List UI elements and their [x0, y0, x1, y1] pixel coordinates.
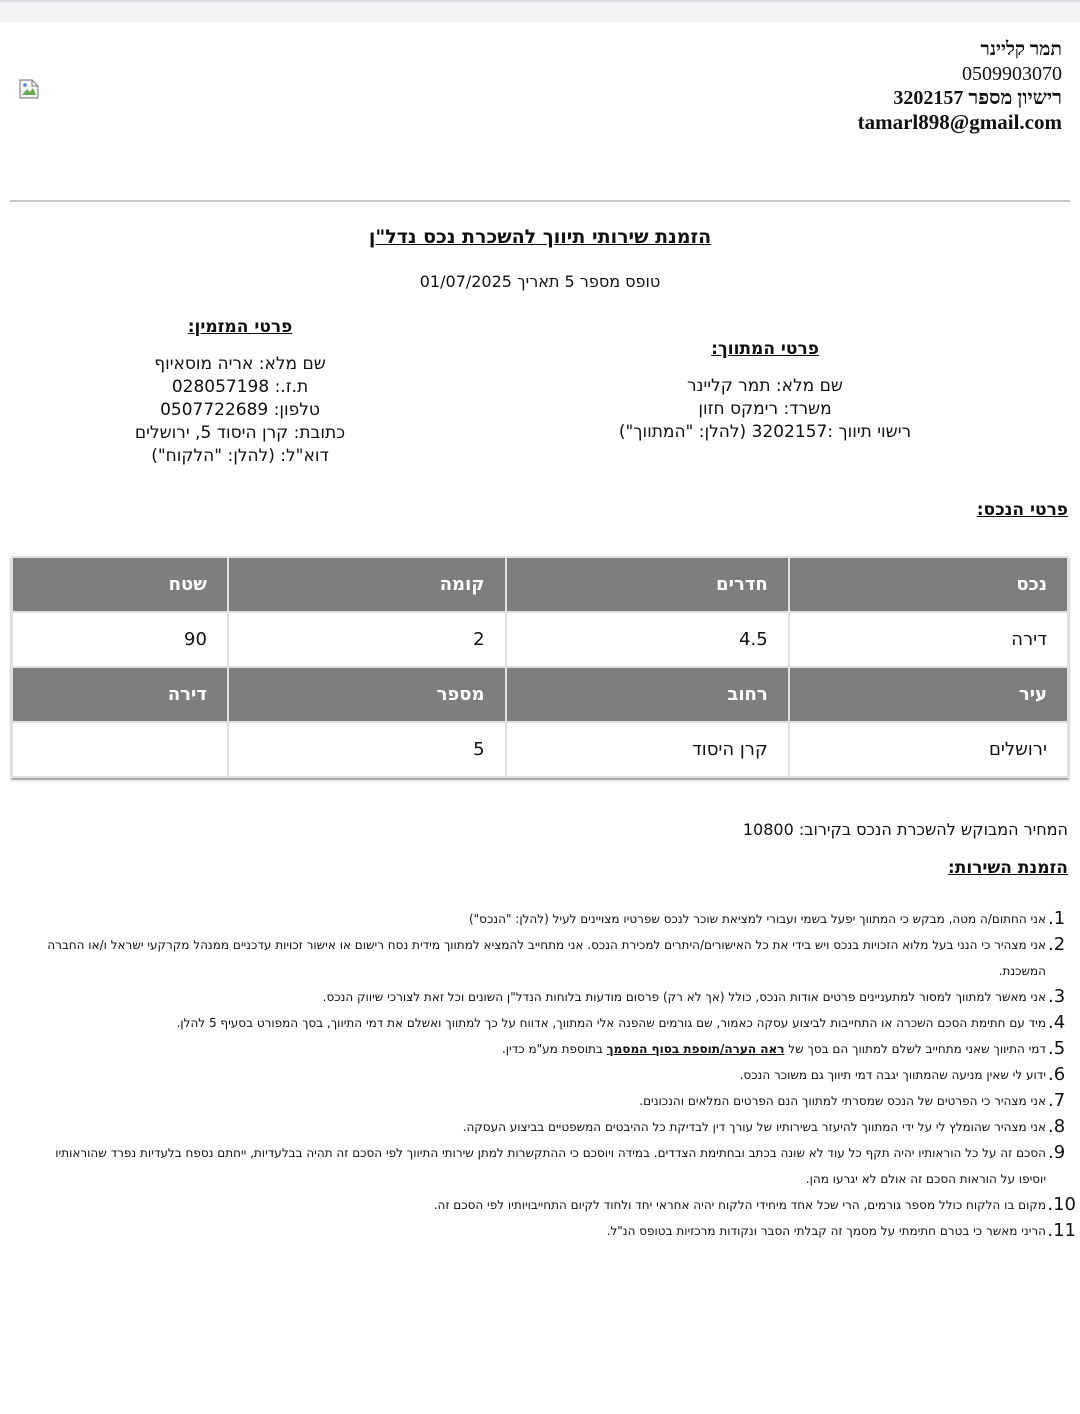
term-text: אני מצהיר שהומלץ לי על ידי המתווך להיעזר בשירותיו של עורך דין לבדיקת כל ההיבטים המשפטיים בביצוע העסקה. [462, 1120, 1046, 1134]
browser-top-bar [0, 0, 1080, 22]
broker-details [580, 338, 950, 444]
list-item [36, 1062, 1066, 1088]
table-cell [12, 722, 228, 777]
service-section-title: הזמנת השירות: [947, 858, 1068, 878]
term-text: מקום בו הלקוח כולל מספר גורמים, הרי שכל אחד מיחידי הלקוח יהיה אחראי יחד ולחוד לקיום התחייבויותיו לפי הסכם זה. [433, 1198, 1046, 1212]
document-subtitle: טופס מספר 5 תאריך 01/07/2025 [419, 272, 661, 291]
table-header-cell: נכס [789, 557, 1068, 612]
list-item [36, 1218, 1076, 1244]
table-header-cell: מספר [228, 667, 506, 722]
table-header-cell: דירה [12, 667, 228, 722]
table-cell: ירושלים [789, 722, 1068, 777]
document-title: הזמנת שירותי תיווך להשכרת נכס נדל"ן [368, 226, 712, 248]
terms-list [36, 906, 1076, 1244]
client-address: כתובת: קרן היסוד 5, ירושלים [134, 423, 346, 443]
table-row [12, 722, 1068, 777]
term-text: אני החתום/ה מטה, מבקש כי המתווך יפעל בשמי ועבורי למציאת שוכר לנכס שפרטיו מצויינים לעיל (להלן: "הנכס") [468, 912, 1046, 926]
term-text: אני מאשר למתווך למסור למתעניינים פרטים אודות הנכס, כולל (אך לא רק) פרסום מודעות בלוחות הנדל"ן השונים וכל זאת לצורכי שיווק הנכס. [322, 990, 1046, 1004]
header-divider [10, 200, 1070, 202]
broker-name: שם מלא: תמר קליינר [687, 376, 843, 396]
term-number: 7. [1048, 1090, 1066, 1111]
property-table [11, 556, 1069, 778]
broker-license: רישוי תיווך :3202157 (להלן: "המתווך") [618, 422, 912, 442]
client-id: ת.ז.: 028057198 [171, 377, 309, 397]
table-row [12, 612, 1068, 667]
term-text: בתוספת מע"מ כדין. [501, 1042, 607, 1056]
term-number: 3. [1048, 986, 1066, 1007]
term-number: 2. [1048, 934, 1066, 955]
list-item [36, 932, 1066, 984]
table-cell: קרן היסוד [506, 722, 789, 777]
client-email: דוא"ל: (להלן: "הלקוח") [151, 446, 329, 466]
client-details-title: פרטי המזמין: [187, 317, 293, 337]
broker-office: משרד: רימקס חזון [698, 399, 832, 419]
table-header-cell: עיר [789, 667, 1068, 722]
term-text: אני מצהיר כי הנני בעל מלוא הזכויות בנכס ויש בידי את כל האישורים/היתרים למכירת הנכס. אני מתחייב להמציא למתווך מידית נסח רישום או אישור זכויות עדכניים ממנהל מקרקעי ישראל ו/או החברה המשכנת. [47, 938, 1046, 978]
broker-details-title: פרטי המתווך: [711, 339, 819, 359]
agent-email: tamarl898@gmail.com [857, 110, 1062, 134]
client-phone: טלפון: 0507722689 [160, 400, 320, 420]
term-note-link: ראה הערה/תוספת בסוף המסמך [606, 1042, 785, 1056]
term-number: 8. [1048, 1116, 1066, 1137]
client-name: שם מלא: אריה מוסאיוף [154, 354, 326, 374]
term-text: אני מצהיר כי הפרטים של הנכס שמסרתי למתווך הנם הפרטים המלאים והנכונים. [639, 1094, 1046, 1108]
client-details [90, 316, 390, 468]
table-header-cell: חדרים [506, 557, 789, 612]
term-number: 4. [1048, 1012, 1066, 1033]
table-header-row [12, 557, 1068, 612]
table-cell: 90 [12, 612, 228, 667]
agent-name: תמר קליינר [980, 39, 1062, 60]
agent-phone: 0509903070 [962, 63, 1062, 85]
table-header-cell: שטח [12, 557, 228, 612]
table-header-row [12, 667, 1068, 722]
term-number: 10. [1047, 1194, 1076, 1215]
term-text: הריני מאשר כי בטרם חתימתי על מסמך זה קבלתי הסבר ונקודות מרכזיות בטופס הנ"ל. [606, 1224, 1046, 1238]
table-cell: 4.5 [506, 612, 789, 667]
list-item [36, 984, 1066, 1010]
term-number: 9. [1048, 1142, 1066, 1163]
term-text: הסכם זה על כל הוראותיו יהיה תקף כל עוד לא שונה בכתב ובחתימת הצדדים. במידה ויוסכם כי ההתקשרות למתן שירותי התיווך לפי הסכם זה תהיה בבלעדיות, ייחתם נספח בלעדיות נפרד שהוראותיו יוסיפו על הוראות הסכם זה אולם לא יגרעו מהן. [55, 1146, 1046, 1186]
requested-price: המחיר המבוקש להשכרת הנכס בקירוב: 10800 [742, 820, 1068, 839]
term-number: 5. [1048, 1038, 1066, 1059]
term-number: 6. [1048, 1064, 1066, 1085]
list-item [36, 1114, 1066, 1140]
list-item [36, 1192, 1076, 1218]
term-number: 11. [1047, 1220, 1076, 1241]
agent-license: רישיון מספר 3202157 [893, 87, 1062, 109]
table-header-cell: רחוב [506, 667, 789, 722]
agent-header [858, 38, 1062, 134]
term-text: מיד עם חתימת הסכם השכרה או התחייבות לביצוע עסקה כאמור, שם גורמים שהפנה אלי המתווך, אדווח על כך למתווך ואשלם את דמי התיווך, בסך המפורט בסעיף 5 להלן. [176, 1016, 1046, 1030]
term-text: דמי התיווך שאני מתחייב לשלם למתווך הם בסך של [784, 1042, 1046, 1056]
term-number: 1. [1048, 908, 1066, 929]
list-item [36, 1140, 1066, 1192]
list-item [36, 1088, 1066, 1114]
broken-image-icon [18, 78, 40, 100]
table-cell: דירה [789, 612, 1068, 667]
property-section-title: פרטי הנכס: [976, 500, 1068, 520]
list-item [36, 1010, 1066, 1036]
list-item [36, 1036, 1066, 1062]
term-text: ידוע לי שאין מניעה שהמתווך יגבה דמי תיווך גם משוכר הנכס. [739, 1068, 1046, 1082]
list-item [36, 906, 1066, 932]
table-header-cell: קומה [228, 557, 506, 612]
table-cell: 2 [228, 612, 506, 667]
table-cell: 5 [228, 722, 506, 777]
